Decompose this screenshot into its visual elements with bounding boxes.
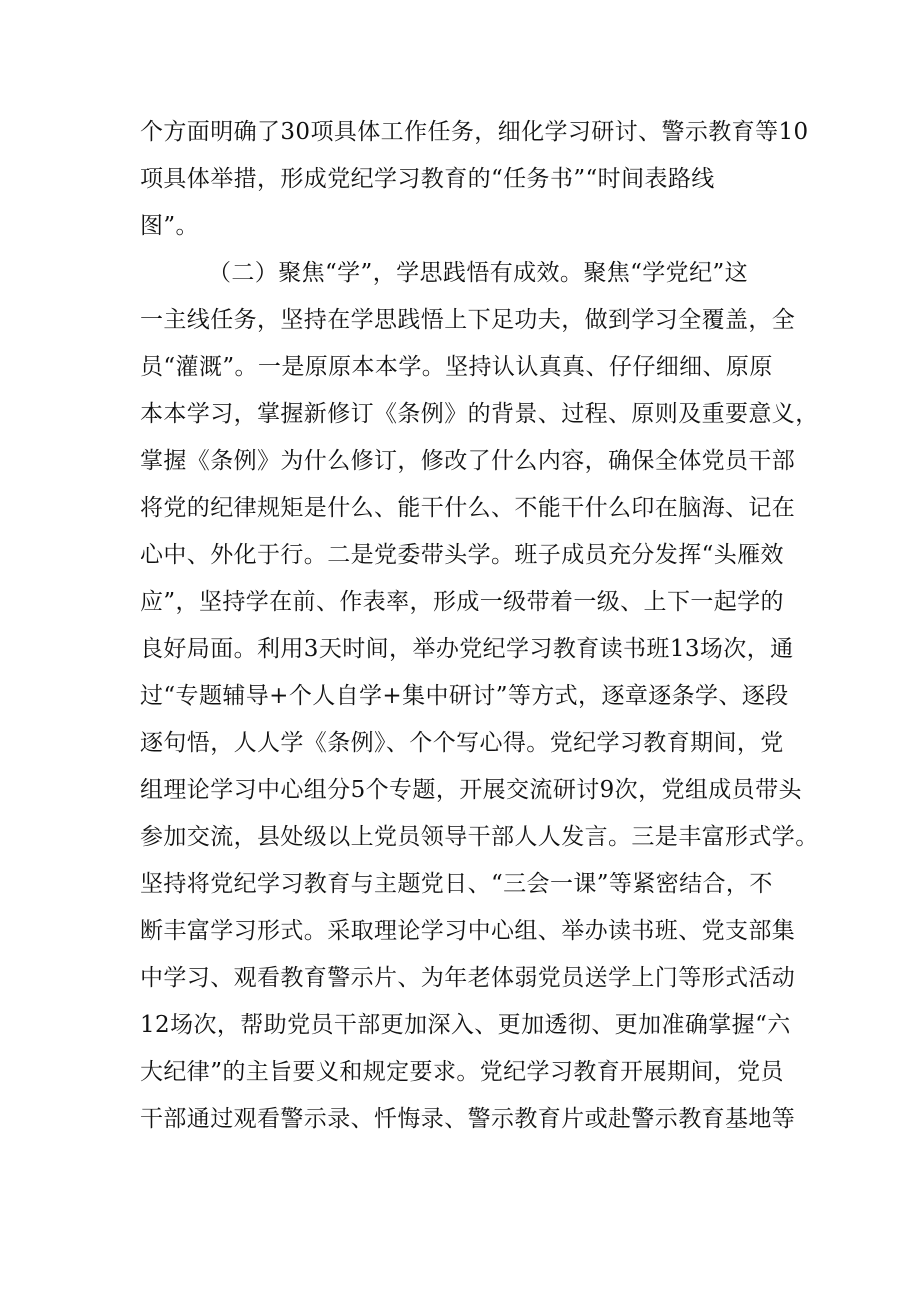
text-line: 心中、外化于行。二是党委带头学。班子成员充分发挥“头雁效 [140,542,784,568]
text-line: 12场次，帮助党员干部更加深入、更加透彻、更加准确掌握“六 [140,1012,791,1038]
text-line: 干部通过观看警示录、忏悔录、警示教育片或赴警示教育基地等 [140,1106,796,1132]
section-heading-line: （二）聚焦“学”，学思践悟有成效。聚焦“学党纪”这 [208,260,749,286]
text-line: 掌握《条例》为什么修订，修改了什么内容，确保全体党员干部 [140,448,796,474]
text-line: 过“专题辅导+个人自学+集中研讨”等方式，逐章逐条学、逐段 [140,683,789,709]
text-line: 参加交流，县处级以上党员领导干部人人发言。三是丰富形式学。 [140,824,819,850]
text-line: 断丰富学习形式。采取理论学习中心组、举办读书班、党支部集 [140,918,796,944]
text-line: 逐句悟，人人学《条例》、个个写心得。党纪学习教育期间，党 [140,730,784,756]
text-line: 项具体举措，形成党纪学习教育的“任务书”“时间表路线 [140,166,715,192]
text-line: 将党的纪律规矩是什么、能干什么、不能干什么印在脑海、记在 [140,495,796,521]
text-line: 应”，坚持学在前、作表率，形成一级带着一级、上下一起学的 [140,589,784,615]
text-line: 良好局面。利用3天时间，举办党纪学习教育读书班13场次，通 [140,636,794,662]
text-line: 员“灌溉”。一是原原本本学。坚持认认真真、仔仔细细、原原 [140,354,773,380]
text-line: 大纪律”的主旨要义和规定要求。党纪学习教育开展期间，党员 [140,1059,784,1085]
text-line: 图”。 [140,213,199,239]
text-line: 本本学习，掌握新修订《条例》的背景、过程、原则及重要意义， [140,401,819,427]
text-line: 坚持将党纪学习教育与主题党日、“三会一课”等紧密结合，不 [140,871,773,897]
text-line: 个方面明确了30项具体工作任务，细化学习研讨、警示教育等10 [140,119,809,145]
text-line: 组理论学习中心组分5个专题，开展交流研讨9次，党组成员带头 [140,777,802,803]
text-line: 中学习、观看教育警示片、为年老体弱党员送学上门等形式活动 [140,965,796,991]
text-line: 一主线任务，坚持在学思践悟上下足功夫，做到学习全覆盖，全 [140,307,796,333]
